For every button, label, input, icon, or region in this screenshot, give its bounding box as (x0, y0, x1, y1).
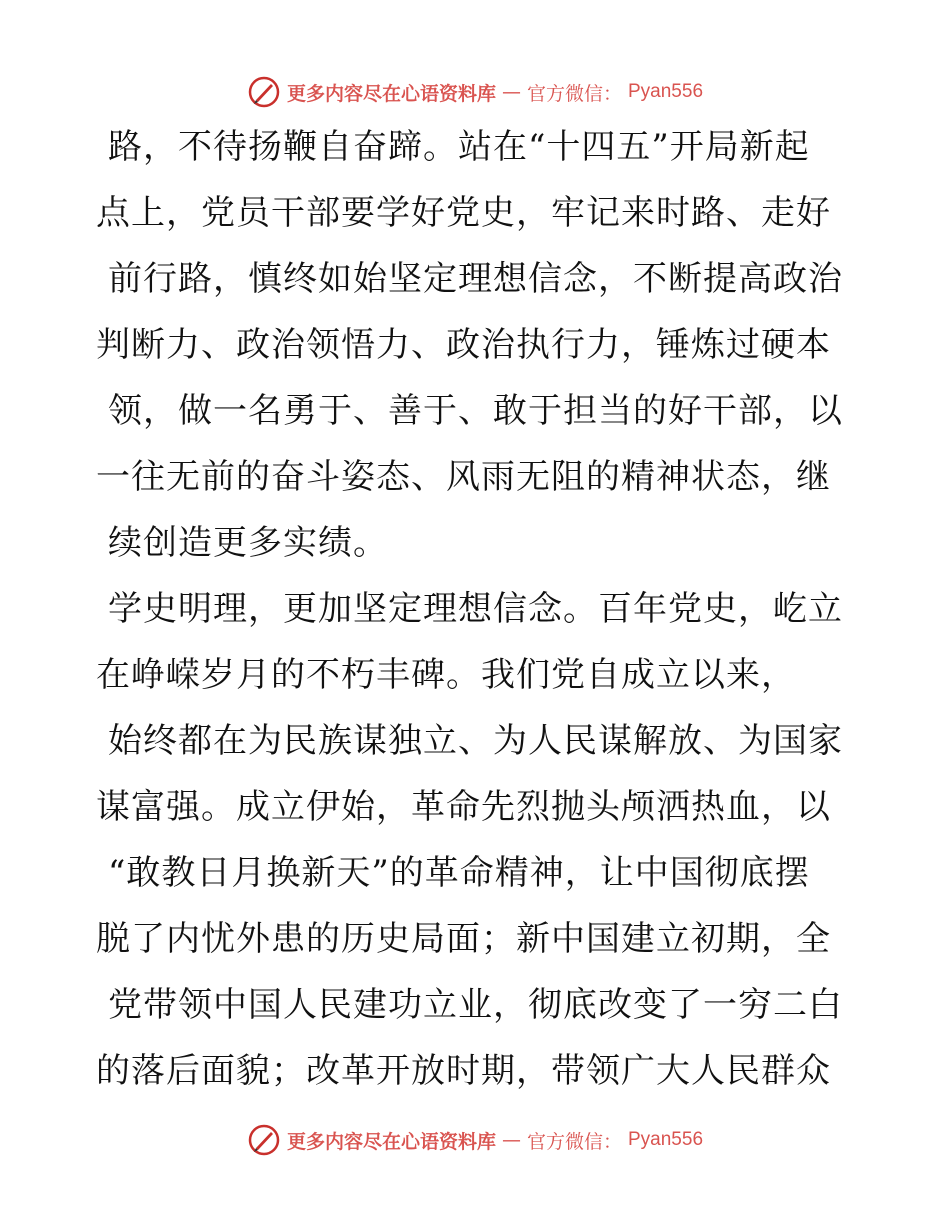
text-line: 点上，党员干部要学好党史，牢记来时路、走好 (96, 193, 831, 233)
text-line: 党带领中国人民建功立业，彻底改变了一穷二白 (108, 985, 843, 1025)
footer-banner-dash: — (501, 1129, 521, 1151)
footer-banner-wechat-label: 官方微信： (526, 1130, 622, 1153)
quill-logo-icon (247, 75, 281, 109)
footer-banner (0, 1120, 950, 1160)
header-banner-text: 更多内容尽在心语资料库 (286, 82, 496, 105)
header-banner-dash: — (501, 81, 521, 103)
quill-logo-icon (247, 1123, 281, 1157)
header-banner (0, 72, 950, 112)
header-banner-wechat-label: 官方微信： (526, 82, 622, 105)
text-line: 一往无前的奋斗姿态、风雨无阻的精神状态，继 (96, 457, 831, 497)
text-line: 的落后面貌；改革开放时期，带领广大人民群众 (96, 1051, 831, 1091)
text-line: 学史明理，更加坚定理想信念。百年党史，屹立 (108, 589, 843, 629)
text-line: 脱了内忧外患的历史局面；新中国建立初期，全 (96, 919, 831, 959)
text-line: 谋富强。成立伊始，革命先烈抛头颅洒热血，以 (96, 787, 831, 827)
text-line: 续创造更多实绩。 (108, 523, 388, 563)
text-line: 判断力、政治领悟力、政治执行力，锤炼过硬本 (96, 325, 831, 365)
text-line: “敢教日月换新天”的革命精神，让中国彻底摆 (108, 853, 810, 893)
text-line: 前行路，慎终如始坚定理想信念，不断提高政治 (108, 259, 843, 299)
text-line: 始终都在为民族谋独立、为人民谋解放、为国家 (108, 721, 843, 761)
header-banner-account: Pyan556 (628, 81, 704, 102)
text-line: 路，不待扬鞭自奋蹄。站在“十四五”开局新起 (108, 127, 810, 167)
text-line: 在峥嵘岁月的不朽丰碑。我们党自成立以来， (96, 655, 796, 695)
text-line: 领，做一名勇于、善于、敢于担当的好干部，以 (108, 391, 843, 431)
footer-banner-text: 更多内容尽在心语资料库 (286, 1130, 496, 1153)
footer-banner-account: Pyan556 (628, 1129, 704, 1150)
document-body (96, 122, 843, 1112)
